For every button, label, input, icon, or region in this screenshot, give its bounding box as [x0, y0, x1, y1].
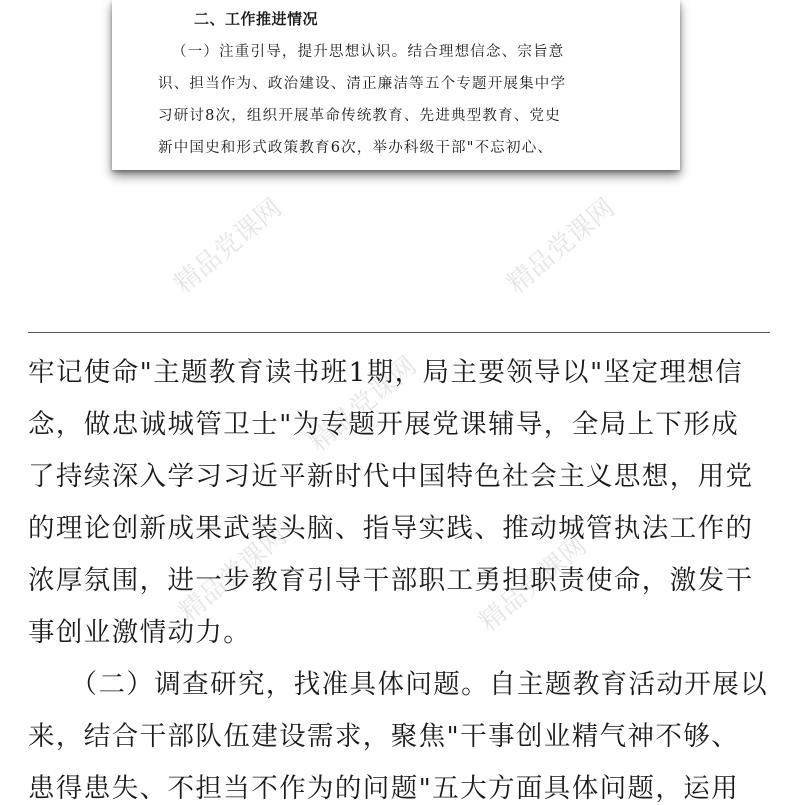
document-preview-card — [112, 0, 680, 170]
body-text-line: 患得患失、不担当不作为的问题"五大方面具体问题，运用 — [28, 773, 740, 804]
preview-text-line: 识、担当作为、政治建设、清正廉洁等五个专题开展集中学 — [158, 76, 567, 92]
preview-text-line: 新中国史和形式政策教育6次，举办科级干部"不忘初心、 — [158, 140, 554, 156]
watermark-text: 精品党课网 — [173, 521, 293, 628]
body-text-line: 浓厚氛围，进一步教育引导干部职工勇担职责使命，激发干 — [28, 565, 754, 596]
preview-text-line: （一）注重引导，提升思想认识。结合理想信念、宗旨意 — [172, 44, 565, 60]
watermark-text: 精品党课网 — [501, 193, 621, 300]
body-text-line: 牢记使命"主题教育读书班1期，局主要领导以"坚定理想信 — [28, 357, 744, 388]
body-text-line: 事创业激情动力。 — [28, 617, 252, 648]
section-heading: 二、工作推进情况 — [194, 10, 319, 28]
preview-text-line: 习研讨8次，组织开展革命传统教育、先进典型教育、党史 — [158, 108, 561, 124]
watermark-text: 精品党课网 — [168, 193, 288, 300]
body-text-line: 来，结合干部队伍建设需求，聚焦"干事创业精气神不够、 — [28, 721, 740, 752]
body-text-line: （二）调查研究，找准具体问题。自主题教育活动开展以 — [28, 669, 769, 700]
body-text-line: 的理论创新成果武装头脑、指导实践、推动城管执法工作的 — [28, 513, 754, 544]
watermark-text: 精品党课网 — [473, 531, 593, 638]
body-text-line: 念，做忠诚城管卫士"为专题开展党课辅导，全局上下形成 — [28, 409, 740, 440]
watermark-text: 精品党课网 — [303, 351, 423, 458]
body-text-line: 了持续深入学习习近平新时代中国特色社会主义思想，用党 — [28, 461, 754, 492]
page-divider — [28, 332, 770, 333]
